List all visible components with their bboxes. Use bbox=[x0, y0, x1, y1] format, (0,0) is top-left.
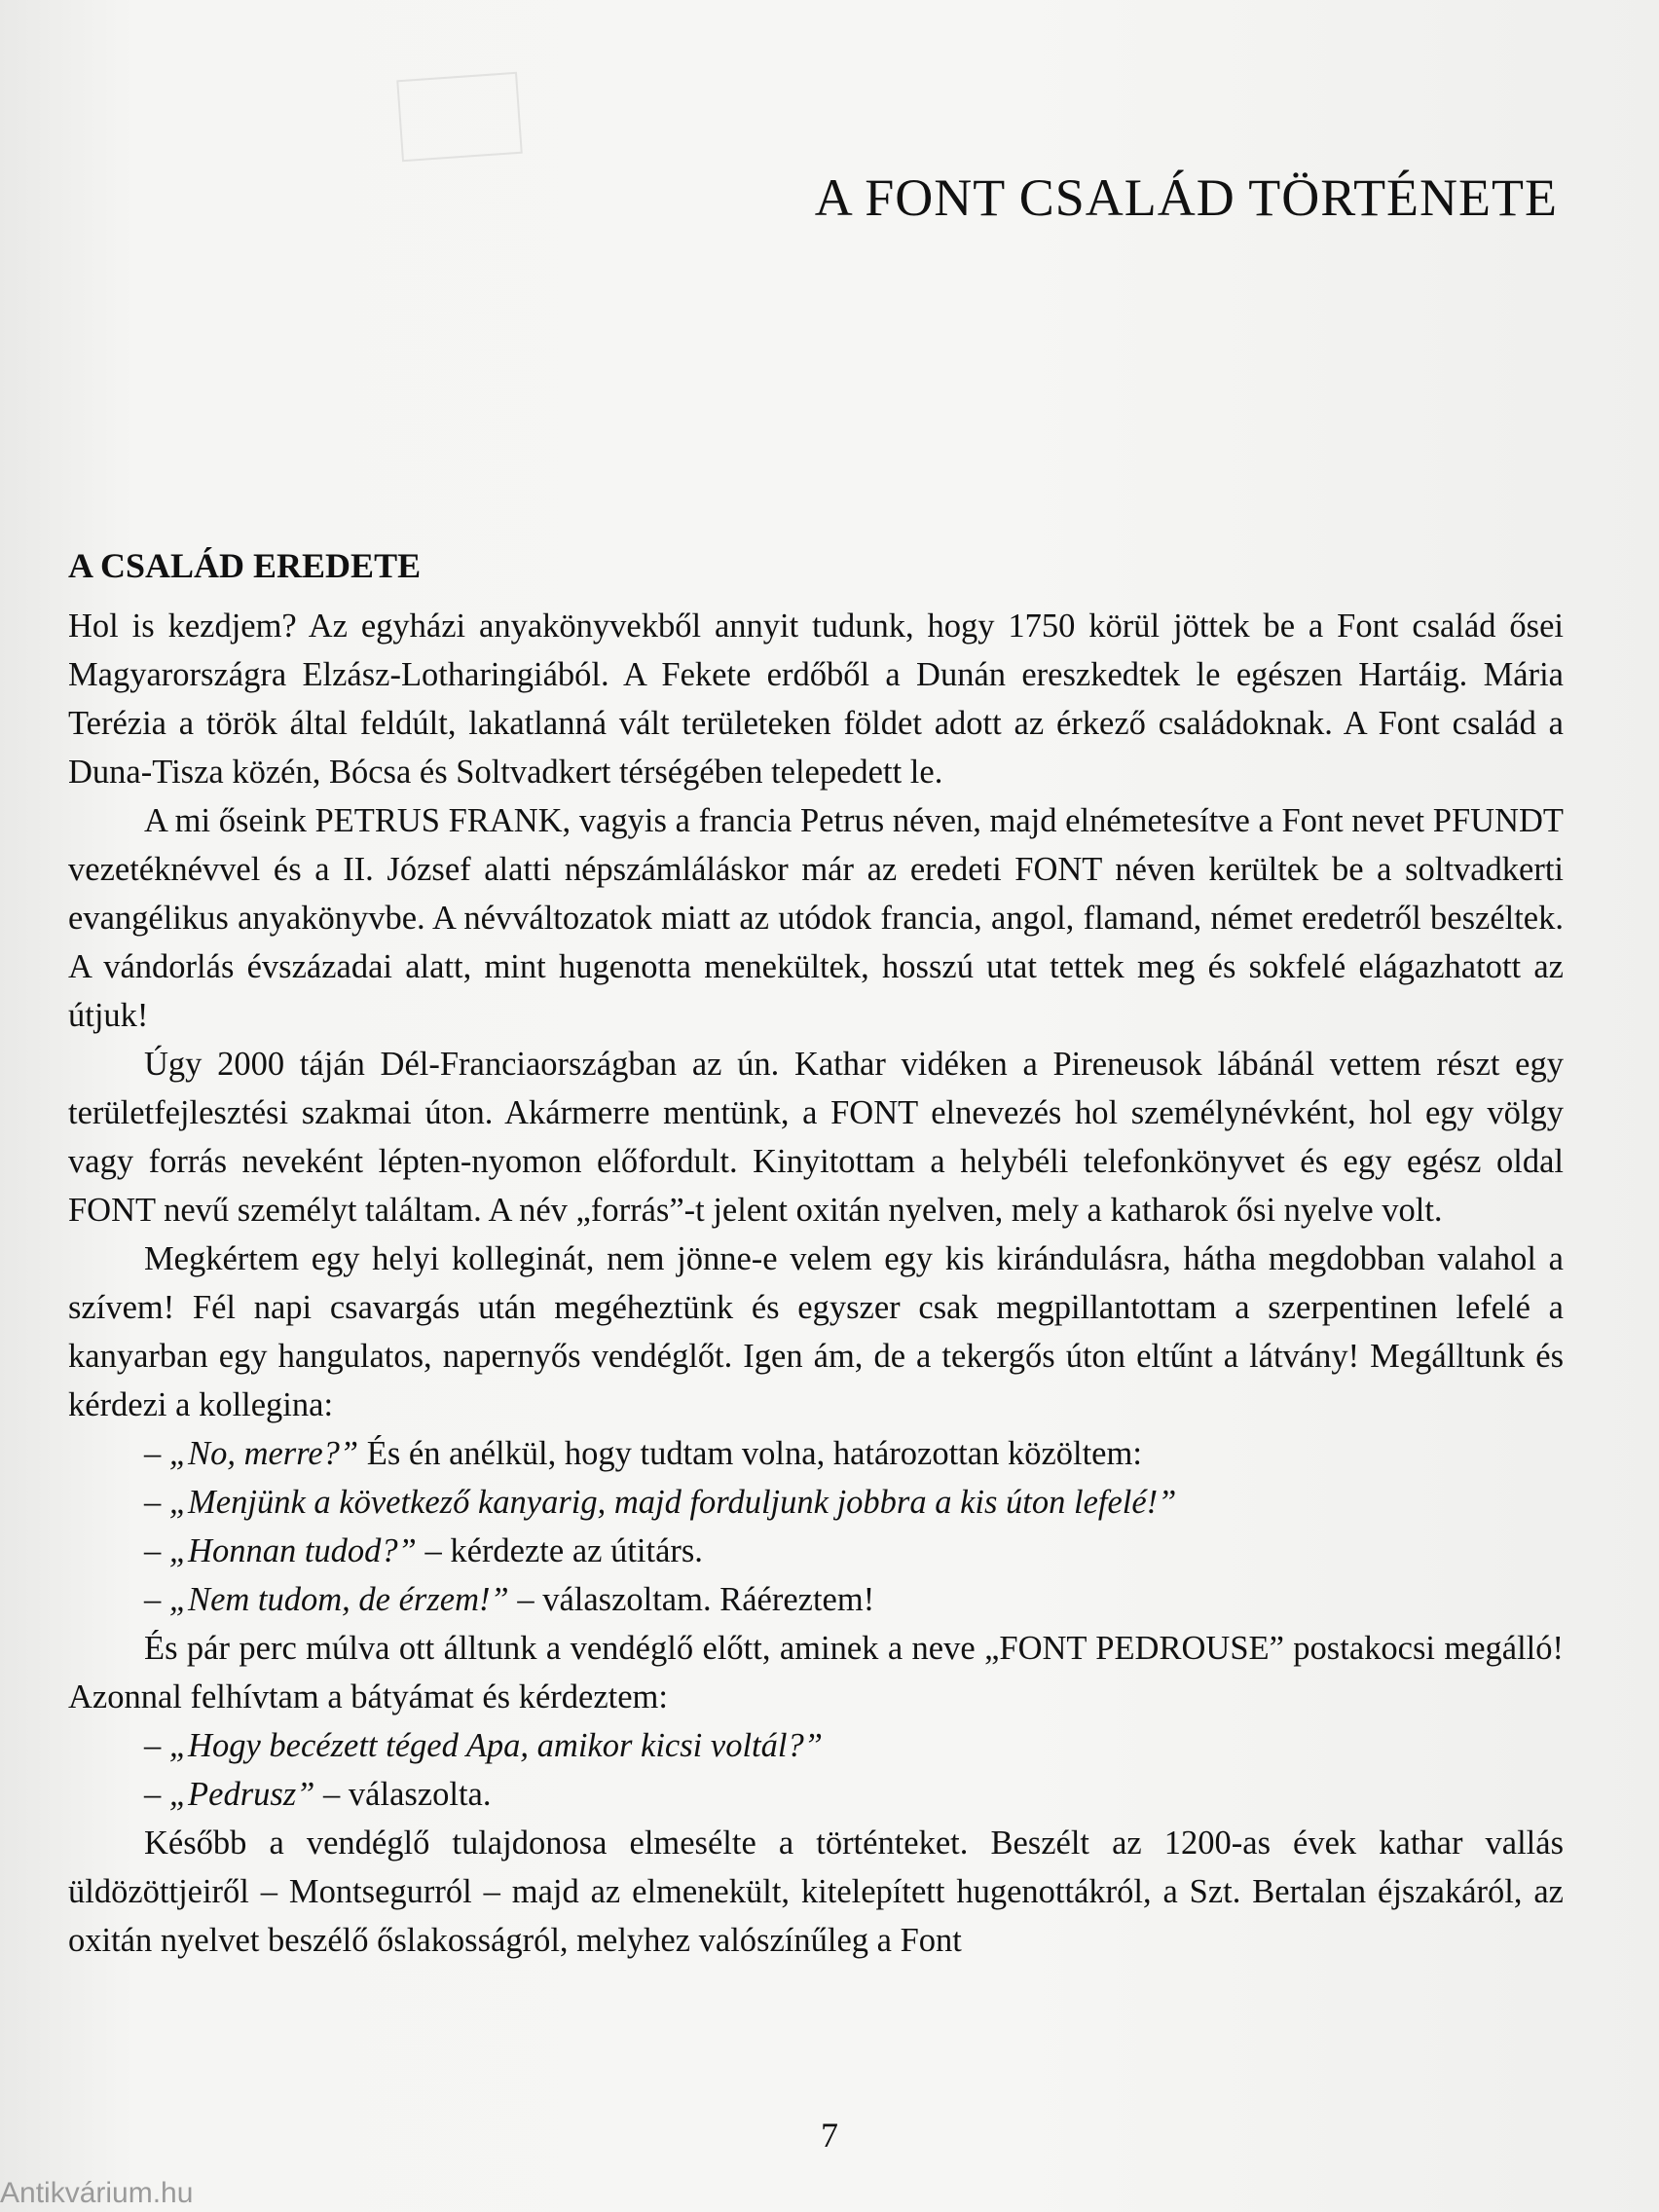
dialogue-line: – „No, merre?” És én anélkül, hogy tudtam volna, határozottan közöltem: bbox=[144, 1435, 1142, 1472]
paragraph-4: Megkértem egy helyi kolleginát, nem jönne-e velem egy kis kirándulásra, hátha megdobban valahol a szívem! Fél napi csavargás után megéheztünk és egyszer csak megpillantottam a szerpentinen lefelé a kanyarban egy hangulatos, napernyős vendéglőt. Igen ám, de a tekergős úton eltűnt a látvány! Megálltunk és kérdezi a kollegina: bbox=[68, 1240, 1564, 1423]
paragraph-1: Hol is kezdjem? Az egyházi anyakönyvekből annyit tudunk, hogy 1750 körül jöttek be a Font család ősei Magyarországra Elzász-Lotharingiából. A Fekete erdőből a Dunán ereszkedtek le egészen Hartáig. Mária Terézia a török által feldúlt, lakatlanná vált területeken földet adott az érkező családoknak. A Font család a Duna-Tisza közén, Bócsa és Soltvadkert térségében telepedett le. bbox=[68, 608, 1564, 791]
section-heading: A CSALÁD EREDETE bbox=[68, 546, 422, 585]
library-stamp-ghost bbox=[396, 72, 523, 162]
body-text bbox=[68, 602, 1564, 1965]
dialogue-line: – „Hogy becézett téged Apa, amikor kicsi voltál?” bbox=[144, 1727, 823, 1764]
dialogue-line: – „Nem tudom, de érzem!” – válaszoltam. Ráéreztem! bbox=[144, 1581, 875, 1618]
paragraph-6: Később a vendéglő tulajdonosa elmesélte a történteket. Beszélt az 1200-as évek kathar vallás üldözöttjeiről – Montsegurról – majd az elmenekült, kitelepített hugenottákról, a Szt. Bertalan éjszakáról, az oxitán nyelvet beszélő őslakosságról, melyhez valószínűleg a Font bbox=[68, 1825, 1564, 1959]
watermark: Antikvárium.hu bbox=[0, 2177, 194, 2209]
paragraph-2: A mi őseink PETRUS FRANK, vagyis a francia Petrus néven, majd elnémetesítve a Font nevet PFUNDT vezetéknévvel és a II. József alatti népszámláláskor már az eredeti FONT néven kerültek be a soltvadkerti evangélikus anyakönyvbe. A névváltozatok miatt az utódok francia, angol, flamand, német eredetről beszéltek. A vándorlás évszázadai alatt, mint hugenotta menekültek, hosszú utat tettek meg és sokfelé elágazhatott az útjuk! bbox=[68, 802, 1564, 1034]
page-number: 7 bbox=[821, 2116, 838, 2155]
page-title: A FONT CSALÁD TÖRTÉNETE bbox=[814, 168, 1558, 227]
paragraph-3: Úgy 2000 táján Dél-Franciaországban az ún. Kathar vidéken a Pireneusok lábánál vettem részt egy területfejlesztési szakmai úton. Akármerre mentünk, a FONT elnevezés hol személynévként, hol egy völgy vagy forrás neveként lépten-nyomon előfordult. Kinyitottam a helybéli telefonkönyvet és egy egész oldal FONT nevű személyt találtam. A név „forrás”-t jelent oxitán nyelven, mely a katharok ősi nyelve volt. bbox=[68, 1046, 1564, 1229]
dialogue-line: – „Pedrusz” – válaszolta. bbox=[144, 1776, 492, 1813]
paragraph-5: És pár perc múlva ott álltunk a vendéglő előtt, aminek a neve „FONT PEDROUSE” postakocsi megálló! Azonnal felhívtam a bátyámat és kérdeztem: bbox=[68, 1630, 1564, 1715]
dialogue-line: – „Menjünk a következő kanyarig, majd forduljunk jobbra a kis úton lefelé!” bbox=[144, 1484, 1177, 1521]
dialogue-line: – „Honnan tudod?” – kérdezte az útitárs. bbox=[144, 1532, 703, 1569]
